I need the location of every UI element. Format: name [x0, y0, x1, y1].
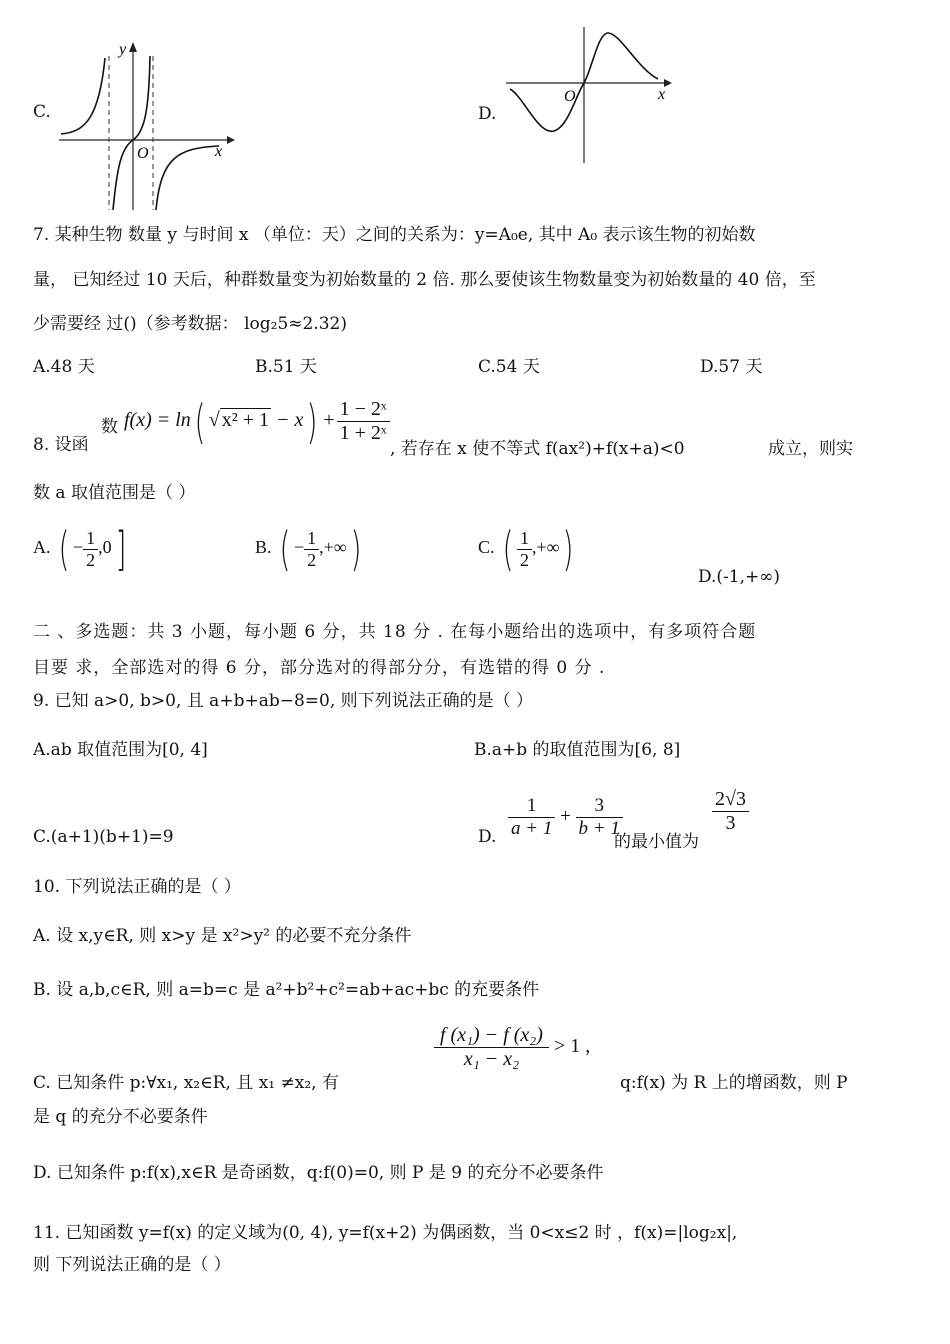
graph-c-curve-right — [156, 146, 219, 210]
q8-plus: + — [323, 409, 335, 432]
q8-option-c — [478, 522, 577, 576]
q8-function-formula — [124, 394, 390, 449]
q8-option-a-lead: − — [72, 537, 84, 558]
graph-c-curve-left — [61, 58, 105, 134]
q9-option-d-num1: 1 — [508, 795, 555, 818]
q8-option-a-num: 1 — [83, 528, 98, 550]
q9-option-d-label: D. — [478, 827, 497, 847]
q9-option-d-den1: a + 1 — [511, 818, 553, 839]
q10-option-c-line-2: 是 q 的充分不必要条件 — [33, 1107, 208, 1127]
q7-option-d: D.57 天 — [700, 357, 763, 377]
q10-option-a: A. 设 x,y∈R, 则 x>y 是 x²>y² 的必要不充分条件 — [33, 926, 412, 946]
graph-c-y-label: y — [119, 41, 127, 58]
q9-option-d-frac1 — [508, 795, 555, 840]
section2-line-2: 目要 求，全部选对的得 6 分，部分选对的得部分分，有选错的得 0 分 . — [33, 658, 606, 678]
q8-option-c-label: C. — [478, 537, 495, 558]
graph-d-x-label: x — [658, 86, 666, 103]
graph-c-tangent-like — [55, 38, 235, 213]
q7-option-a: A.48 天 — [33, 357, 95, 377]
q8-tail: 成立，则实 — [768, 439, 853, 459]
q7-option-c: C.54 天 — [478, 357, 540, 377]
q8-option-a-lparen: ( — [58, 522, 70, 576]
q7-option-b: B.51 天 — [255, 357, 317, 377]
q9-option-d-formula — [508, 795, 623, 840]
q9-option-a: A.ab 取值范围为[0, 4] — [33, 740, 208, 760]
q8-option-a-label: A. — [33, 537, 51, 558]
graph-d-origin-label: O — [564, 88, 576, 105]
q8-option-b-rest: ,+∞ — [319, 537, 347, 558]
q9-option-b: B.a+b 的取值范围为[6, 8] — [474, 740, 681, 760]
section2-line-1: 二 、多选题：共 3 小题，每小题 6 分，共 18 分 . 在每小题给出的选项中，有多项符合题 — [33, 622, 757, 642]
q9-option-d-value-den: 3 — [725, 812, 736, 834]
q8-option-c-rest: ,+∞ — [531, 537, 560, 558]
q9-option-c: C.(a+1)(b+1)=9 — [33, 827, 174, 847]
q8-option-c-num: 1 — [517, 528, 532, 550]
q8-option-a-den: 2 — [86, 549, 96, 570]
q9-stem: 9. 已知 a>0, b>0, 且 a+b+ab−8=0, 则下列说法正确的是（ ） — [33, 691, 534, 711]
q10-option-c-frac-num: f (x₁) − f (x₂) — [434, 1024, 549, 1048]
q7-line-3: 少需要经 过()（参考数据： log₂5≈2.32) — [33, 314, 347, 334]
graph-c-curve-middle — [113, 56, 150, 210]
q9-option-d-text: 的最小值为 — [614, 832, 699, 852]
q10-option-c-frac — [434, 1024, 549, 1071]
q11-line-2: 则 下列说法正确的是（ ） — [33, 1255, 231, 1275]
q8-fx: f(x) = ln — [124, 409, 191, 432]
q8-line-2: 数 a 取值范围是（ ） — [33, 483, 196, 503]
q8-option-b-num: 1 — [304, 528, 319, 550]
q8-fraction — [337, 398, 390, 445]
q8-option-a-frac — [83, 528, 98, 571]
q10-option-c-line: C. 已知条件 p:∀x₁, x₂∈R, 且 x₁ ≠x₂, 有 — [33, 1073, 339, 1093]
q9-option-d-plus: + — [560, 805, 571, 827]
q8-option-b-lead: − — [293, 537, 305, 558]
q8-option-b-rparen: ) — [350, 522, 361, 576]
q8-option-d: D.(-1,+∞) — [698, 567, 781, 587]
q9-option-d-num2: 3 — [576, 795, 623, 818]
q7-line-2: 量， 已知经过 10 天后，种群数量变为初始数量的 2 倍. 那么要使该生物数量变为初始数量的 40 倍，至 — [33, 270, 816, 290]
q8-fraction-numerator: 1 − 2ˣ — [337, 398, 390, 422]
q8-option-a-rest: ,0 — [98, 537, 112, 558]
q8-option-c-frac — [517, 528, 532, 571]
graph-d-x-arrow — [664, 79, 672, 87]
q8-option-c-rparen: ) — [563, 522, 574, 576]
q8-prefix: 8. 设函 — [33, 435, 89, 455]
option-c-label: C. — [33, 102, 51, 122]
q9-option-d-den2: b + 1 — [578, 818, 620, 839]
q10-option-c-gt: > 1 , — [553, 1035, 591, 1058]
q8-option-a-rbracket: ] — [115, 522, 126, 576]
q9-option-d-value-num: 2√3 — [712, 788, 749, 812]
q8-rparen: ) — [306, 394, 318, 449]
q8-option-b-frac — [304, 528, 319, 571]
q7-line-1: 7. 某种生物 数量 y 与时间 x （单位：天）之间的关系为：y=A₀e, 其中 A₀ 表示该生物的初始数 — [33, 225, 756, 245]
q8-sqrt-symbol: √ — [208, 409, 220, 432]
q8-lparen: ( — [194, 394, 206, 449]
q10-option-b: B. 设 a,b,c∈R, 则 a=b=c 是 a²+b²+c²=ab+ac+bc 的充要条件 — [33, 980, 540, 1000]
q8-minus-x: − x — [271, 409, 304, 432]
q11-line-1: 11. 已知函数 y=f(x) 的定义域为(0, 4), y=f(x+2) 为偶函数，当 0<x≤2 时 ，f(x)=|log₂x|, — [33, 1223, 738, 1243]
q10-option-c-formula — [434, 1024, 590, 1071]
q8-suffix: , 若存在 x 使不等式 f(ax²)+f(x+a)<0 — [390, 439, 685, 459]
graph-c-x-arrow — [227, 136, 235, 144]
graph-c-x-label: x — [215, 143, 223, 160]
graph-c-y-arrow — [129, 42, 137, 52]
q9-option-d-value — [712, 788, 749, 835]
q10-option-d: D. 已知条件 p:f(x),x∈R 是奇函数，q:f(0)=0, 则 P 是 9 的充分不必要条件 — [33, 1163, 604, 1183]
q8-option-b-den: 2 — [307, 549, 317, 570]
q8-sqrt-body: x² + 1 — [221, 409, 270, 432]
q10-option-c-frac-den: x₁ − x₂ — [463, 1048, 520, 1070]
q8-option-c-lparen: ( — [502, 522, 514, 576]
option-d-label: D. — [478, 104, 497, 124]
q10-stem: 10. 下列说法正确的是（ ） — [33, 877, 241, 897]
q8-option-c-den: 2 — [519, 549, 529, 570]
graph-c-origin-label: O — [137, 145, 149, 162]
q8-shu: 数 — [101, 417, 118, 437]
q8-fraction-denominator: 1 + 2ˣ — [339, 422, 387, 444]
graph-d-wave — [500, 25, 680, 165]
q10-option-c-tail: q:f(x) 为 R 上的增函数，则 P — [620, 1073, 848, 1093]
q8-option-b-label: B. — [255, 537, 272, 558]
q9-option-d-value-frac — [712, 788, 749, 835]
q8-option-a — [33, 522, 130, 576]
q8-option-b — [255, 522, 365, 576]
q8-option-b-lparen: ( — [279, 522, 291, 576]
